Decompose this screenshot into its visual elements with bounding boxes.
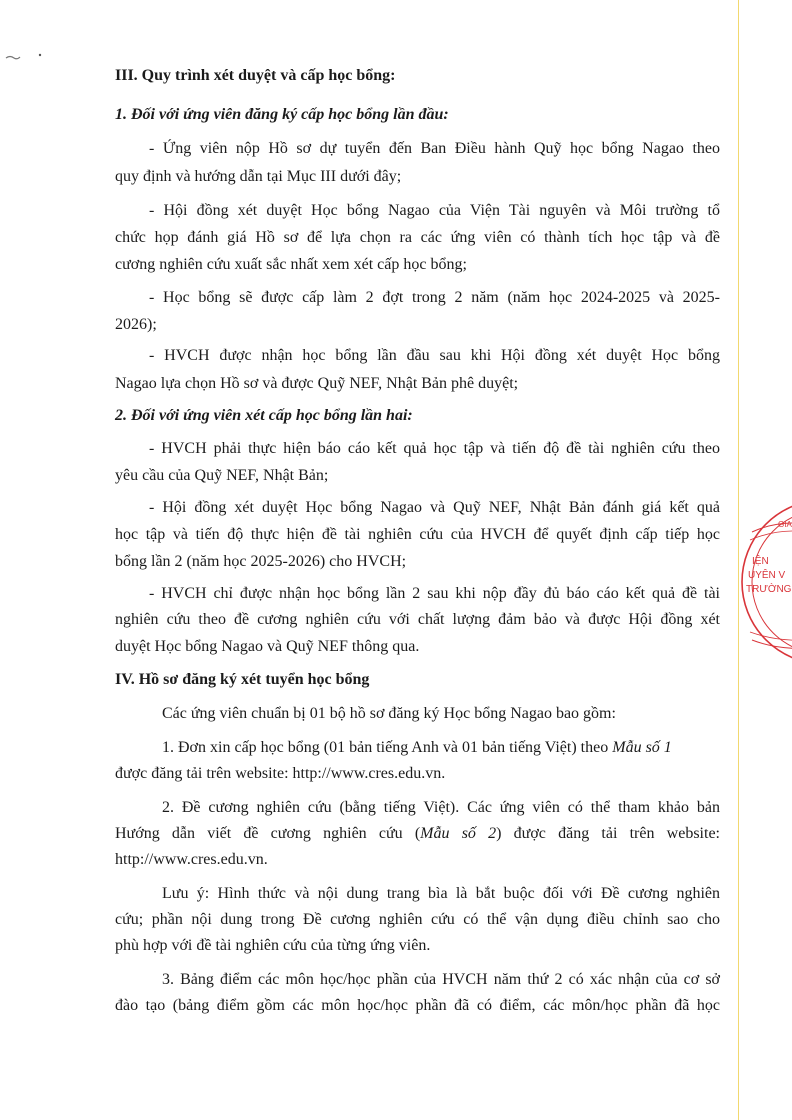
section-4-heading: IV. Hồ sơ đăng ký xét tuyển học bổng	[115, 671, 370, 688]
paragraph-line: 2026);	[115, 316, 157, 333]
paragraph-line: - HVCH phải thực hiện báo cáo kết quả học tập và tiến độ đề tài nghiên cứu theo	[149, 440, 720, 457]
seal-text: TRƯỜNG	[746, 584, 792, 595]
paragraph-line: - HVCH chỉ được nhận học bổng lần 2 sau khi nộp đầy đủ báo cáo kết quả đề tài	[149, 585, 720, 602]
paragraph-line: - HVCH được nhận học bổng lần đầu sau khi Hội đồng xét duyệt Học bổng	[149, 347, 720, 364]
subsection-2-heading: 2. Đối với ứng viên xét cấp học bổng lần hai:	[115, 407, 413, 424]
scan-artifact	[4, 52, 44, 62]
paragraph-line: chức họp đánh giá Hồ sơ để lựa chọn ra các ứng viên có thành tích học tập và đề	[115, 229, 720, 246]
paragraph-line: 2. Đề cương nghiên cứu (bằng tiếng Việt). Các ứng viên có thể tham khảo bản	[162, 799, 720, 816]
paragraph-line: được đăng tải trên website: http://www.cres.edu.vn.	[115, 765, 446, 782]
text-run: Hướng dẫn viết đề cương nghiên cứu (	[115, 825, 421, 842]
form-reference: Mẫu số 2	[420, 825, 497, 842]
seal-text: IỆN	[752, 556, 769, 567]
paragraph-line: yêu cầu của Quỹ NEF, Nhật Bản;	[115, 467, 329, 484]
text-run: ) được đăng tải trên website:	[496, 825, 720, 842]
paragraph-line	[115, 824, 720, 844]
paragraph-line: đào tạo (bảng điểm gồm các môn học/học phần đã có điểm, các môn/học phần đã học	[115, 997, 720, 1014]
paragraph-line: Lưu ý: Hình thức và nội dung trang bìa là bắt buộc đối với Đề cương nghiên	[162, 885, 720, 902]
paragraph-line: http://www.cres.edu.vn.	[115, 851, 268, 868]
form-reference: Mẫu số 1	[612, 739, 672, 756]
subsection-1-heading: 1. Đối với ứng viên đăng ký cấp học bổng lần đầu:	[115, 106, 449, 123]
paragraph-line: - Hội đồng xét duyệt Học bổng Nagao của Viện Tài nguyên và Môi trường tổ	[149, 202, 720, 219]
paragraph-line: - Hội đồng xét duyệt Học bổng Nagao và Quỹ NEF, Nhật Bản đánh giá kết quả	[149, 499, 720, 516]
text-run: 1. Đơn xin cấp học bổng (01 bản tiếng Anh và 01 bản tiếng Việt) theo	[162, 739, 613, 756]
paragraph-line	[162, 738, 672, 758]
paragraph-line: Các ứng viên chuẩn bị 01 bộ hồ sơ đăng ký Học bổng Nagao bao gồm:	[162, 705, 616, 722]
paragraph-line: phù hợp với đề tài nghiên cứu của từng ứng viên.	[115, 937, 431, 954]
paragraph-line: nghiên cứu theo đề cương nghiên cứu với chất lượng đảm bảo và được Hội đồng xét	[115, 611, 720, 628]
paragraph-line: cứu; phần nội dung trong Đề cương nghiên cứu có thể vận dụng điều chỉnh sao cho	[115, 911, 720, 928]
seal-text: UYÊN V	[748, 570, 786, 581]
seal-text: GIA	[778, 520, 792, 529]
paragraph-line: quy định và hướng dẫn tại Mục III dưới đây;	[115, 168, 402, 185]
paragraph-line: - Ứng viên nộp Hồ sơ dự tuyển đến Ban Điều hành Quỹ học bổng Nagao theo	[149, 140, 720, 157]
paragraph-line: - Học bổng sẽ được cấp làm 2 đợt trong 2 năm (năm học 2024-2025 và 2025-	[149, 289, 720, 306]
paragraph-line: 3. Bảng điểm các môn học/học phần của HVCH năm thứ 2 có xác nhận của cơ sở	[162, 971, 720, 988]
official-seal	[738, 490, 792, 680]
paragraph-line: cương nghiên cứu xuất sắc nhất xem xét cấp học bổng;	[115, 256, 467, 273]
section-3-heading: III. Quy trình xét duyệt và cấp học bổng:	[115, 67, 396, 84]
paragraph-line: Nagao lựa chọn Hồ sơ và được Quỹ NEF, Nhật Bản phê duyệt;	[115, 375, 519, 392]
paragraph-line: học tập và tiến độ thực hiện đề tài nghiên cứu của HVCH để quyết định cấp tiếp học	[115, 526, 720, 543]
paragraph-line: bổng lần 2 (năm học 2025-2026) cho HVCH;	[115, 553, 407, 570]
paragraph-line: duyệt Học bổng Nagao và Quỹ NEF thông qua.	[115, 638, 420, 655]
